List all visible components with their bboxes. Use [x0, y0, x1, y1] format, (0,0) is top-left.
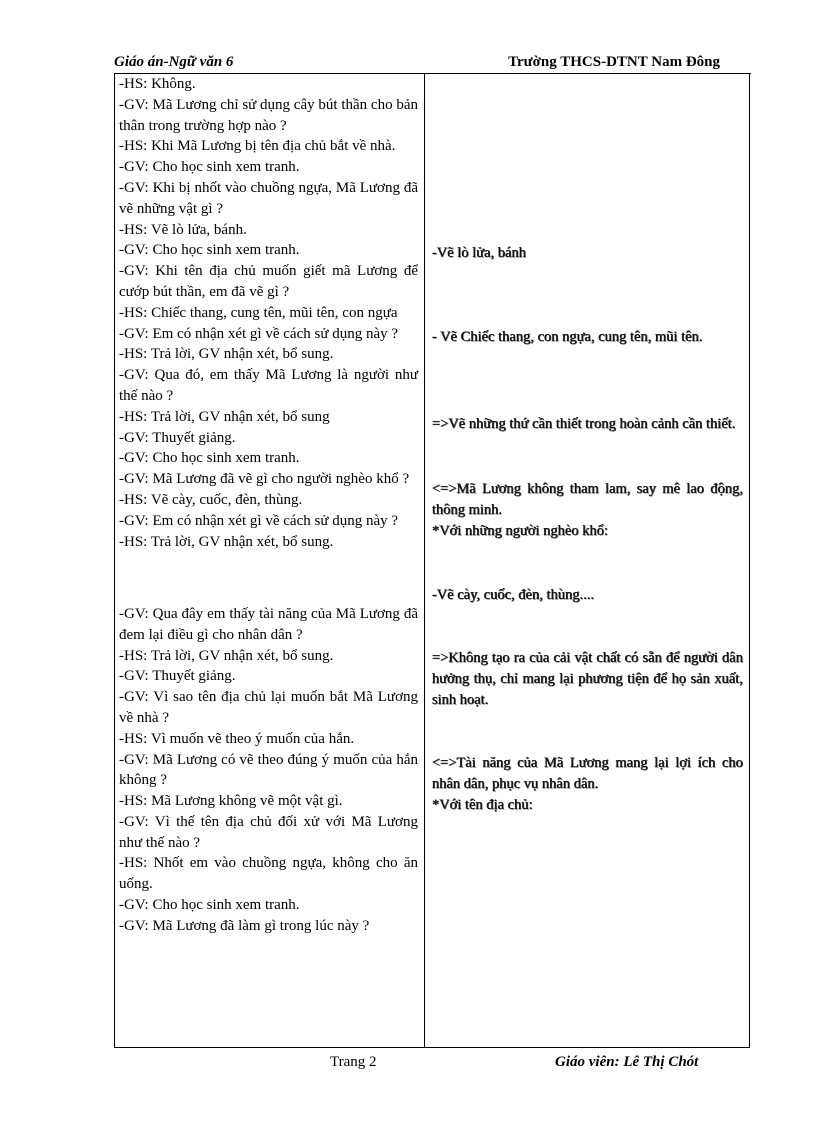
activity-line: -HS: Trả lời, GV nhận xét, bổ sung: [119, 408, 330, 425]
activity-line: -GV: Thuyết giảng.: [119, 429, 236, 446]
activity-line: -HS: Trả lời, GV nhận xét, bổ sung.: [119, 533, 334, 550]
blank-line: [119, 552, 418, 573]
header-subject: Giáo án-Ngữ văn 6: [114, 54, 234, 70]
note-block: - Vẽ Chiếc thang, con ngựa, cung tên, mũi tên.: [432, 329, 703, 345]
blank-line: [119, 573, 418, 594]
header-school: Trường THCS-DTNT Nam Đông: [508, 54, 720, 70]
activity-line: -GV: Mã Lương đã làm gì trong lúc này ?: [119, 917, 370, 934]
activity-line: -GV: Qua đây em thấy tài năng của Mã Lương đã đem lại điều gì cho nhân dân ?: [119, 605, 418, 643]
activity-line: -HS: Nhốt em vào chuồng ngựa, không cho ăn uống.: [119, 855, 418, 893]
column-divider: [424, 73, 425, 1048]
blank-line: [119, 594, 418, 604]
activity-line: -GV: Em có nhận xét gì về cách sử dụng này ?: [119, 512, 399, 529]
activity-line: -HS: Không.: [119, 76, 196, 92]
activity-line: -GV: Mã Lương có vẽ theo đúng ý muốn của hắn không ?: [119, 751, 418, 789]
activity-line: -HS: Vì muốn vẽ theo ý muốn của hắn.: [119, 730, 355, 747]
activity-line: -GV: Cho học sinh xem tranh.: [119, 450, 300, 467]
activity-line: -HS: Chiếc thang, cung tên, mũi tên, con ngựa: [119, 304, 398, 321]
activity-line: -GV: Cho học sinh xem tranh.: [119, 242, 300, 259]
note-block: *Với những người nghèo khổ:: [432, 523, 609, 539]
activity-line: -GV: Cho học sinh xem tranh.: [119, 159, 300, 176]
activity-line: -GV: Vì thế tên địa chủ đối xử với Mã Lương như thế nào ?: [119, 813, 418, 851]
note-block: <=>Mã Lương không tham lam, say mê lao động, thông minh.: [432, 481, 743, 518]
note-block: *Với tên địa chủ:: [432, 797, 533, 813]
activity-line: -GV: Em có nhận xét gì về cách sử dụng này ?: [119, 325, 399, 342]
page-number: Trang 2: [330, 1054, 377, 1070]
activity-line: -HS: Vẽ cày, cuốc, đèn, thùng.: [119, 491, 303, 508]
activity-line: -GV: Mã Lương đã vẽ gì cho người nghèo khổ ?: [119, 471, 410, 488]
activity-line: -HS: Mã Lương không vẽ một vật gì.: [119, 793, 343, 810]
activity-line: -GV: Thuyết giảng.: [119, 668, 236, 685]
activity-line: -GV: Khi tên địa chủ muốn giết mã Lương để cướp bút thần, em đã vẽ gì ?: [119, 263, 418, 300]
note-block: <=>Tài năng của Mã Lương mang lại lợi ích cho nhân dân, phục vụ nhân dân.: [432, 755, 743, 792]
note-block: -Vẽ cày, cuốc, đèn, thùng....: [432, 587, 595, 603]
activities-column: [119, 74, 418, 937]
activity-line: -GV: Vì sao tên địa chủ lại muốn bắt Mã Lương về nhà ?: [119, 689, 418, 726]
activity-line: -HS: Trả lời, GV nhận xét, bổ sung.: [119, 346, 334, 363]
note-block: -Vẽ lò lửa, bánh: [432, 245, 527, 261]
activity-line: -HS: Vẽ lò lửa, bánh.: [119, 221, 247, 238]
page-header: [114, 52, 720, 72]
activity-line: -GV: Cho học sinh xem tranh.: [119, 897, 300, 914]
note-block: =>Vẽ những thứ cần thiết trong hoàn cảnh cần thiết.: [432, 416, 736, 432]
teacher-name: Giáo viên: Lê Thị Chót: [555, 1054, 699, 1070]
note-block: =>Không tạo ra của cải vật chất có sẵn để người dân hưởng thụ, chỉ mang lại phương tiện để họ sản xuất, sinh hoạt.: [432, 650, 743, 708]
activity-line: -GV: Qua đó, em thấy Mã Lương là người như thế nào ?: [119, 367, 418, 404]
activity-line: -HS: Trả lời, GV nhận xét, bổ sung.: [119, 647, 334, 664]
activity-line: -GV: Khi bị nhốt vào chuồng ngựa, Mã Lương đã vẽ những vật gì ?: [119, 179, 418, 217]
activity-line: -HS: Khi Mã Lương bị tên địa chủ bắt về nhà.: [119, 138, 396, 155]
activity-line: -GV: Mã Lương chỉ sử dụng cây bút thần cho bản thân trong trường hợp nào ?: [119, 96, 418, 134]
